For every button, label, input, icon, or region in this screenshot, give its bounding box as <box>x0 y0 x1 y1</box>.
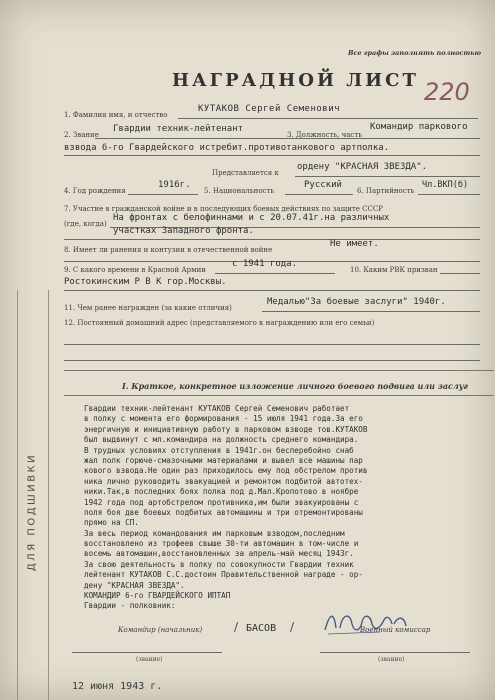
narrative-line: восемь автомашин,восстановленных за апрель-май месяц 1943г. <box>84 549 354 559</box>
field-9-label: 9. С какого времени в Красной Армии <box>64 266 206 274</box>
narrative-line: Гвардии - полковник: <box>84 601 176 611</box>
narrative-line: За свою деятельность в полку по совокупности Гвардии техник <box>84 559 354 569</box>
field-1-label: 1. Фамилия имя, и отчество <box>64 111 168 119</box>
field-11-line <box>262 311 480 312</box>
section-heading: I. Краткое, конкретное изложение личного боевого подвига или заслуг <box>122 381 469 391</box>
field-3-value-b: взвода 6-го Гвардейского истребит.противотанкового артполка. <box>64 143 390 153</box>
rank-line-right <box>320 652 470 653</box>
narrative-line: 1942 года под артобстрелом противника,им были эвакуированы с <box>84 497 359 507</box>
fill-all-notice: Все графы заполнять полностью <box>348 49 482 57</box>
narrative-line: жал полк горюче-смазочными материалами и вывел все машины пар <box>84 455 363 465</box>
field-2-value: Гвардии техник-лейтенант <box>113 124 244 134</box>
narrative-line: прямо на СП. <box>84 518 139 528</box>
field-5-label: 5. Национальность <box>204 187 275 195</box>
field-6-value: Чл.ВКП(б) <box>422 180 469 190</box>
presented-label: Представляется к <box>212 169 279 177</box>
field-9-line <box>215 273 335 274</box>
field-6-line <box>418 194 480 195</box>
field-3-line <box>64 155 480 156</box>
field-3-label: 3. Должность, часть <box>287 131 363 139</box>
rank-line-left <box>72 652 222 653</box>
signature-separator: / <box>234 620 239 634</box>
field-12-line-b <box>64 360 480 361</box>
narrative-line: ника лично руководить эвакуацией и ремонтом подбитой автотех- <box>84 476 363 486</box>
section-rule-top <box>64 370 494 371</box>
field-12-label: 12. Постоянный домашний адрес (представляемого к награждению или его семьи) <box>64 319 375 327</box>
field-7-label: 7. Участие в гражданской войне и в последующих боевых действиях по защите СССР <box>64 205 383 213</box>
narrative-line: За весь период командования им парковым взводом,последним <box>84 528 345 538</box>
field-11-label: 11. Чем ранее награжден (за какие отличия) <box>64 304 232 312</box>
field-4-label: 4. Год рождения <box>64 187 126 195</box>
binding-strip-label: ДЛЯ ПОДШИВКИ <box>26 452 38 572</box>
field-7-value-b: участках Западного фронта. <box>113 226 254 236</box>
field-10-line-a <box>440 273 480 274</box>
commissar-label: Военный комиссар <box>360 626 431 634</box>
field-5-value: Русский <box>304 180 342 190</box>
field-11-value: Медалью"За боевые заслуги" 1940г. <box>267 297 446 307</box>
narrative-text <box>84 404 494 612</box>
field-10-value: Ростокинским Р В К гор.Москвы. <box>64 277 227 287</box>
section-rule-bottom <box>64 395 494 396</box>
page-title: НАГРАДНОЙ ЛИСТ <box>172 70 419 91</box>
field-2-line <box>95 138 480 139</box>
rank-label-left: (звание) <box>136 656 163 663</box>
presented-value: ордену "КРАСНАЯ ЗВЕЗДА". <box>297 162 428 172</box>
narrative-line: Гвардии техник-лейтенант КУТАКОВ Сергей Семенович работает <box>84 404 350 413</box>
field-6-label: 6. Партийность <box>357 187 415 195</box>
field-1-line <box>178 118 478 119</box>
narrative-line: поля боя две боевых подбитых автомашины и три отремонтированы <box>84 507 363 517</box>
field-10-label: 10. Каким РВК призван <box>350 266 438 274</box>
narrative-line: В трудных условиях отступления в 1941г.он бесперебойно снаб <box>84 445 354 455</box>
field-7-label-b: (где, когда) <box>64 220 107 228</box>
narrative-line: КОМАНДИР 6-го ГВАРДЕЙСКОГО ИПТАП <box>84 591 231 601</box>
narrative-line: восстановлено из трофеев свыше 30-ти автомашин в том-числе и <box>84 539 359 549</box>
narrative-line: ники.Так,в последних боях полка под д.Мал.Кропотово в ноябре <box>84 487 359 497</box>
field-4-value: 1916г. <box>158 180 191 190</box>
field-3-value-a: Командир паркового <box>370 122 468 132</box>
handwritten-signature <box>320 602 410 642</box>
narrative-line: лейтенант КУТАКОВ С.С.достоин Правительственной награде - ор- <box>84 570 363 580</box>
field-4-line <box>128 194 198 195</box>
field-8-label: 8. Имеет ли ранения и контузии в отечественной войне <box>64 246 273 254</box>
field-9-value: с 1941 года. <box>232 259 298 269</box>
field-1-value: КУТАКОВ Сергей Семенович <box>198 104 341 114</box>
narrative-line: кового взвода.Не один раз приходилось ему под обстрелом против <box>84 466 368 476</box>
narrative-line: в полку с момента его формирования - 15 июля 1941 года.За его <box>84 414 363 424</box>
field-2-label: 2. Звание <box>64 131 99 139</box>
commander-label: Командир (начальник) <box>118 626 203 634</box>
field-7-line-b <box>64 239 480 240</box>
field-8-value: Не имеет. <box>330 239 379 249</box>
presented-line <box>295 176 480 177</box>
registration-number: 220 <box>424 78 470 106</box>
narrative-line: был выдвинут с мл.командира на должность среднего командира. <box>84 435 359 445</box>
rank-label-right: (звание) <box>378 656 405 663</box>
field-10-line-b <box>64 290 480 291</box>
narrative-line: энергичную и инициативную работу в парковом взводе тов.КУТАКОВ <box>84 424 368 434</box>
commander-name: БАСОВ <box>246 623 277 634</box>
signature-separator: / <box>290 620 295 634</box>
narrative-line: дену "КРАСНАЯ ЗВЕЗДА". <box>84 580 185 590</box>
field-5-line <box>285 194 353 195</box>
field-12-line-a <box>64 344 480 345</box>
field-7-value-a: На фронтах с белофиннами и с 20.07.41г.на различных <box>113 213 390 223</box>
document-date: 12 июня 1943 г. <box>72 681 163 692</box>
